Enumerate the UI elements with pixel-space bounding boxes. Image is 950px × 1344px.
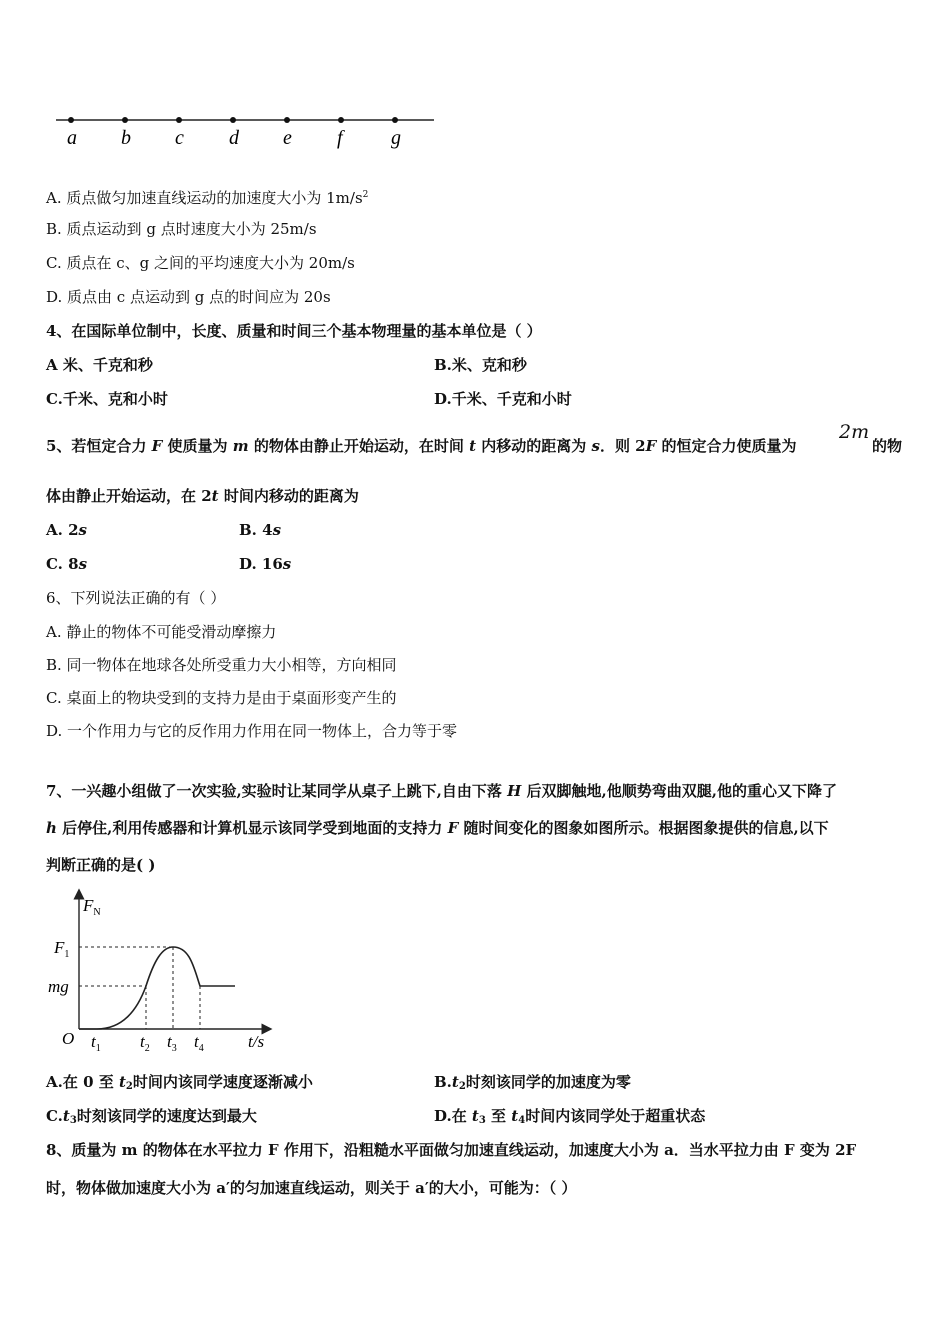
number-line-label-f: f [337,127,343,149]
number-line-label-e: e [283,127,292,149]
q4-stem: 4、在国际单位制中，长度、质量和时间三个基本物理量的基本单位是（ ） [46,322,542,340]
q7-var-f: F [447,819,459,837]
q5-text: 的物体由静止开始运动，在时间 [248,437,470,455]
t3-label: $t_3$ [167,1032,177,1054]
mg-label: mg [48,977,69,996]
number-line-label-c: c [175,127,184,149]
q7-stem-line1 [46,781,837,801]
q5-text: ．则 2 [599,437,646,455]
number-line-point-a [68,117,74,123]
q7-sub: 4 [518,1115,526,1126]
number-line-point-b [122,117,128,123]
q4-option-a: A 米、千克和秒 [46,356,153,374]
t2-label: $t_2$ [140,1032,150,1054]
q5-var-s: s [78,521,87,539]
q7-stem-line2 [46,818,829,838]
q5-mass-expression: 2m [839,421,870,443]
q5-option-text: A. 2 [46,521,79,539]
q3-option-d: D. 质点由 c 点运动到 g 点的时间应为 20s [46,288,331,306]
q3-option-a-sup: 2 [362,190,369,200]
q6-option-d: D. 一个作用力与它的反作用力作用在同一物体上，合力等于零 [46,722,458,740]
q7-sub: 2 [458,1081,466,1092]
q5-text: 的恒定合力使质量为 [656,437,797,455]
q3-option-c: C. 质点在 c、g 之间的平均速度大小为 20m/s [46,254,355,272]
y-axis-label: $F_N$ [83,896,101,918]
q5-text: 体由静止开始运动，在 2 [46,487,212,505]
number-line-label-g: g [391,127,401,149]
q7-var-t: t [451,1073,459,1091]
q5-stem-end: 的物 [872,437,903,455]
q5-var-f: F [151,437,163,455]
q5-var-f: F [645,437,657,455]
q6-option-b: B. 同一物体在地球各处所受重力大小相等，方向相同 [46,656,397,674]
q5-var-s: s [282,555,292,573]
q7-text: 后停住,利用传感器和计算机显示该同学受到地面的支持力 [56,819,448,837]
q7-text: 7、一兴趣小组做了一次实验,实验时让某同学从桌子上跳下,自由下落 [46,782,508,800]
q8-stem-line1: 8、质量为 m 的物体在水平拉力 F 作用下，沿粗糙水平面做匀加速直线运动，加速度大小为 a．当水平拉力由 F 变为 2F [46,1141,857,1159]
q7-var-t: t [62,1107,70,1125]
q7-option-b [434,1072,631,1097]
q5-var-s: s [272,521,282,539]
q7-option-text: 时刻该同学的加速度为零 [465,1073,631,1091]
q3-option-a-text: A. 质点做匀加速直线运动的加速度大小为 1m/s [46,189,363,207]
q5-var-t: t [469,437,477,455]
q5-var-t: t [211,487,219,505]
q7-option-text: 时间内该同学处于超重状态 [525,1107,706,1125]
q4-option-b: B.米、克和秒 [434,356,527,374]
q4-option-c: C.千米、克和小时 [46,390,168,408]
q5-option-text: D. 16 [239,555,283,573]
number-line-point-c [176,117,182,123]
q7-var-t: t [471,1107,479,1125]
q7-option-d [434,1106,705,1131]
q7-var-t: t [511,1107,519,1125]
q7-option-text: C. [46,1107,63,1125]
number-line-point-f [338,117,344,123]
q5-text: 内移动的距离为 [476,437,592,455]
force-time-graph [42,886,282,1058]
force-curve [79,947,235,1029]
q3-option-b: B. 质点运动到 g 点时速度大小为 25m/s [46,220,317,238]
q3-option-a [46,185,368,208]
q5-stem-line2 [46,486,359,506]
q7-option-text: B. [434,1073,452,1091]
q5-option-text: B. 4 [239,521,273,539]
q7-sub: 3 [478,1115,486,1126]
q5-option-a [46,520,87,540]
q5-stem [46,436,797,456]
q5-text: 5、若恒定合力 [46,437,152,455]
q6-option-a: A. 静止的物体不可能受滑动摩擦力 [46,623,277,641]
q7-option-text: A.在 0 至 [46,1073,119,1091]
t1-label: $t_1$ [91,1032,101,1054]
q5-text: 时间内移动的距离为 [218,487,359,505]
q5-option-d [239,554,291,574]
f1-label: $F_1$ [54,938,70,960]
number-line-label-a: a [67,127,77,149]
q7-sub: 3 [69,1115,77,1126]
q7-option-c [46,1106,257,1131]
x-axis-label: t/s [248,1032,265,1051]
q6-stem: 6、下列说法正确的有（ ） [46,589,226,607]
q4-option-d: D.千米、千克和小时 [434,390,572,408]
q7-var-h: H [507,782,522,800]
number-line-point-g [392,117,398,123]
q7-stem-line3: 判断正确的是( ) [46,856,156,874]
q7-option-text: 至 [485,1107,512,1125]
number-line-figure [50,108,440,158]
q5-option-b [239,520,281,540]
q7-sub: 2 [125,1081,133,1092]
t4-label: $t_4$ [194,1032,204,1054]
q7-var-h: h [46,819,57,837]
origin-label: O [62,1029,75,1048]
q5-text: 使质量为 [162,437,233,455]
q7-var-t: t [118,1073,126,1091]
q7-text: 随时间变化的图象如图所示。根据图象提供的信息,以下 [458,819,829,837]
q7-option-text: D.在 [434,1107,472,1125]
number-line-label-b: b [121,127,131,149]
q8-stem-line2: 时，物体做加速度大小为 a′的匀加速直线运动，则关于 a′的大小，可能为：（ ） [46,1179,577,1197]
q5-var-s: s [591,437,600,455]
q5-option-text: C. 8 [46,555,79,573]
q5-var-s: s [78,555,88,573]
q7-text: 后双脚触地,他顺势弯曲双腿,他的重心又下降了 [521,782,837,800]
q5-option-c [46,554,87,574]
number-line-label-d: d [229,127,239,149]
number-line-point-e [284,117,290,123]
number-line-point-d [230,117,236,123]
q7-option-text: 时间内该同学速度逐渐减小 [132,1073,313,1091]
q5-var-m: m [232,437,249,455]
q7-option-a [46,1072,313,1097]
q6-option-c: C. 桌面上的物块受到的支持力是由于桌面形变产生的 [46,689,397,707]
q7-option-text: 时刻该同学的速度达到最大 [76,1107,257,1125]
